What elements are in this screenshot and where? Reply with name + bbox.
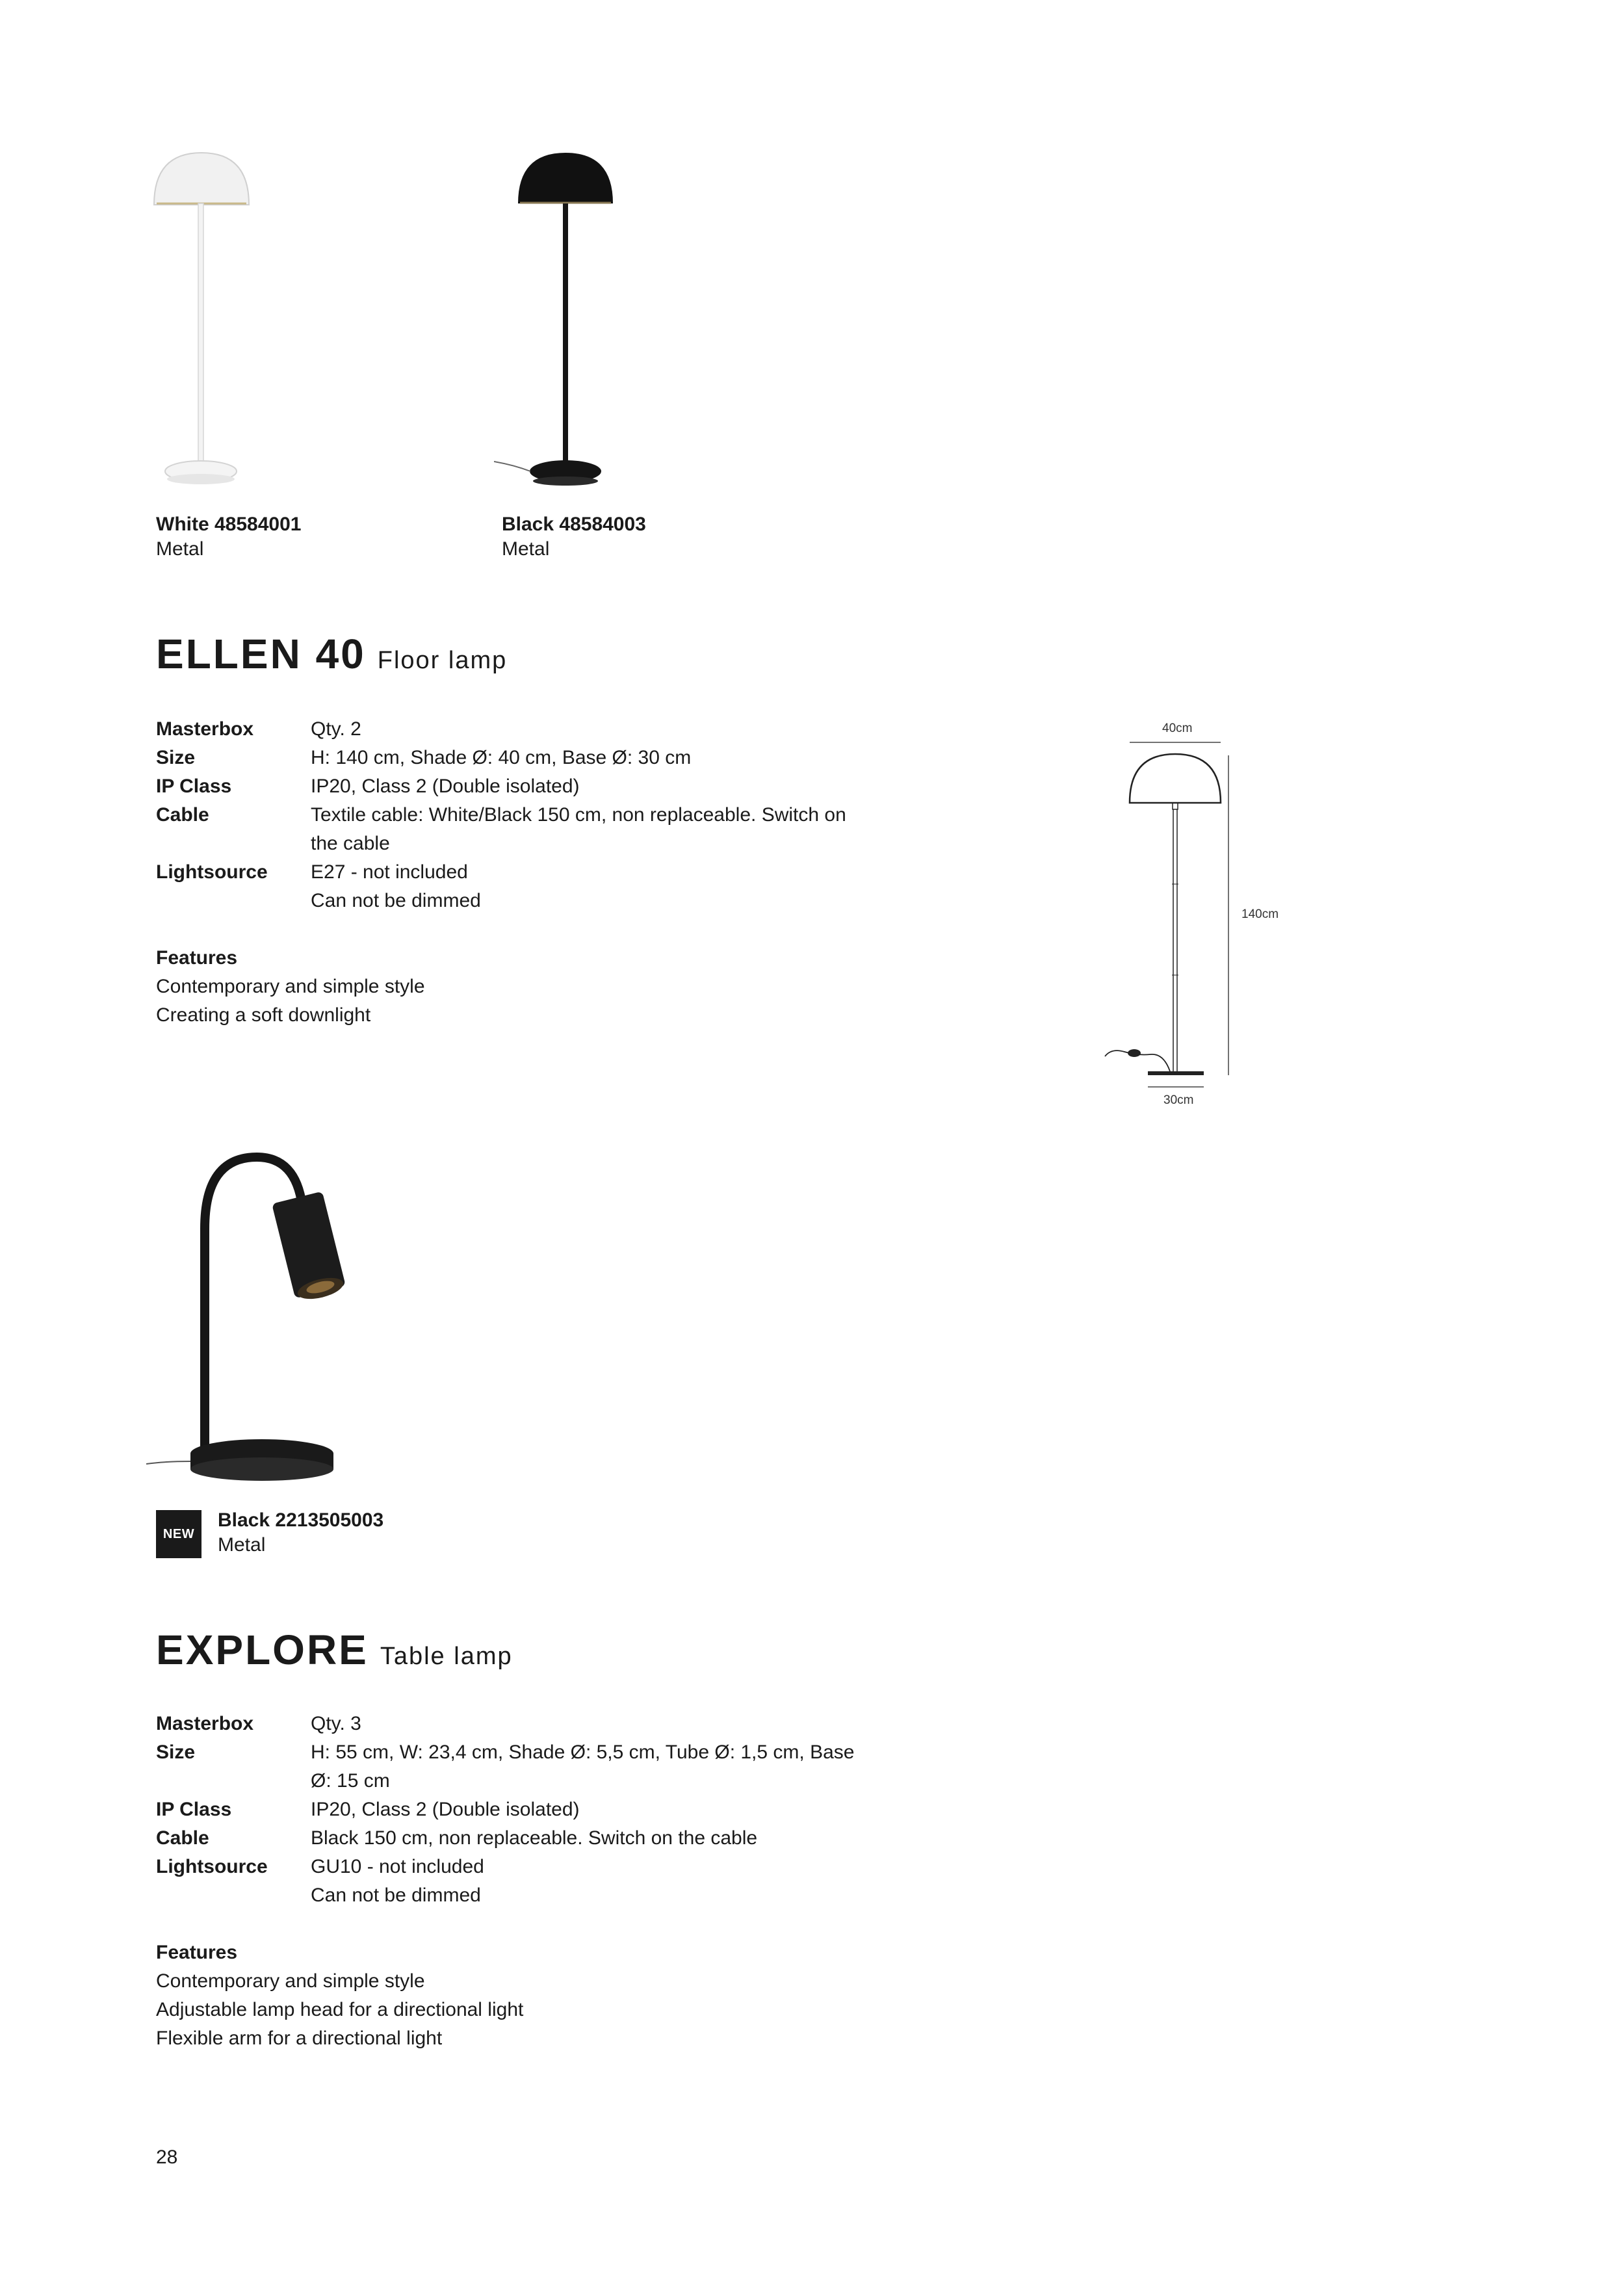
- product-title-ellen: [156, 629, 507, 685]
- spec-value: H: 55 cm, W: 23,4 cm, Shade Ø: 5,5 cm, Tube Ø: 1,5 cm, Base Ø: 15 cm: [311, 1742, 855, 1792]
- spec-value: IP20, Class 2 (Double isolated): [311, 1799, 580, 1820]
- page-number: 28: [156, 2146, 178, 2168]
- product-image-ellen-black: [494, 146, 624, 497]
- spec-label: Masterbox: [156, 1713, 254, 1734]
- dimension-label-side: 140cm: [1241, 907, 1279, 921]
- variant-material: Metal: [502, 538, 550, 560]
- product-title-explore: [156, 1625, 513, 1681]
- variant-color-code: Black 2213505003: [218, 1509, 384, 1531]
- product-type: Floor lamp: [377, 647, 508, 674]
- spec-value: E27 - not included: [311, 861, 468, 883]
- spec-table-explore: [156, 1710, 871, 1918]
- variant-caption-ellen-black: [502, 512, 646, 562]
- spec-value: Qty. 2: [311, 718, 361, 740]
- variant-color-code: White 48584001: [156, 514, 302, 535]
- variant-material: Metal: [156, 538, 204, 560]
- spec-value: Black 150 cm, non replaceable. Switch on the cable: [311, 1827, 758, 1849]
- variant-material: Metal: [218, 1534, 266, 1556]
- features-ellen: [156, 944, 425, 1030]
- spec-label: Size: [156, 747, 196, 768]
- feature-item: Creating a soft downlight: [156, 1004, 371, 1026]
- features-explore: [156, 1938, 523, 2053]
- spec-value: Textile cable: White/Black 150 cm, non replaceable. Switch on the cable: [311, 804, 846, 854]
- new-badge: NEW: [156, 1510, 201, 1558]
- technical-drawing-ellen: [1098, 715, 1306, 1118]
- spec-label: Masterbox: [156, 718, 254, 740]
- product-name: EXPLORE: [156, 1626, 369, 1673]
- product-image-explore-black: [146, 1144, 406, 1482]
- feature-item: Flexible arm for a directional light: [156, 2028, 443, 2049]
- spec-value: Can not be dimmed: [311, 890, 481, 911]
- features-heading: Features: [156, 947, 238, 969]
- spec-label: Size: [156, 1742, 196, 1763]
- variant-color-code: Black 48584003: [502, 514, 646, 535]
- features-heading: Features: [156, 1942, 238, 1963]
- spec-value: Can not be dimmed: [311, 1885, 481, 1906]
- spec-table-ellen: [156, 715, 871, 923]
- dimension-label-top: 40cm: [1162, 722, 1193, 735]
- spec-label: Lightsource: [156, 861, 268, 883]
- spec-value: IP20, Class 2 (Double isolated): [311, 776, 580, 797]
- spec-label: IP Class: [156, 776, 232, 797]
- dimension-label-bottom: 30cm: [1163, 1093, 1194, 1107]
- spec-label: Cable: [156, 1827, 209, 1849]
- spec-label: IP Class: [156, 1799, 232, 1820]
- spec-label: Cable: [156, 804, 209, 826]
- variant-caption-explore-black: [218, 1508, 383, 1558]
- spec-label: Lightsource: [156, 1856, 268, 1877]
- feature-item: Contemporary and simple style: [156, 976, 425, 997]
- spec-value: Qty. 3: [311, 1713, 361, 1734]
- spec-value: GU10 - not included: [311, 1856, 484, 1877]
- spec-value: H: 140 cm, Shade Ø: 40 cm, Base Ø: 30 cm: [311, 747, 692, 768]
- product-name: ELLEN 40: [156, 631, 366, 677]
- product-image-ellen-white: [146, 146, 257, 497]
- feature-item: Contemporary and simple style: [156, 1970, 425, 1992]
- product-type: Table lamp: [380, 1643, 513, 1670]
- variant-caption-ellen-white: [156, 512, 301, 562]
- feature-item: Adjustable lamp head for a directional light: [156, 1999, 524, 2020]
